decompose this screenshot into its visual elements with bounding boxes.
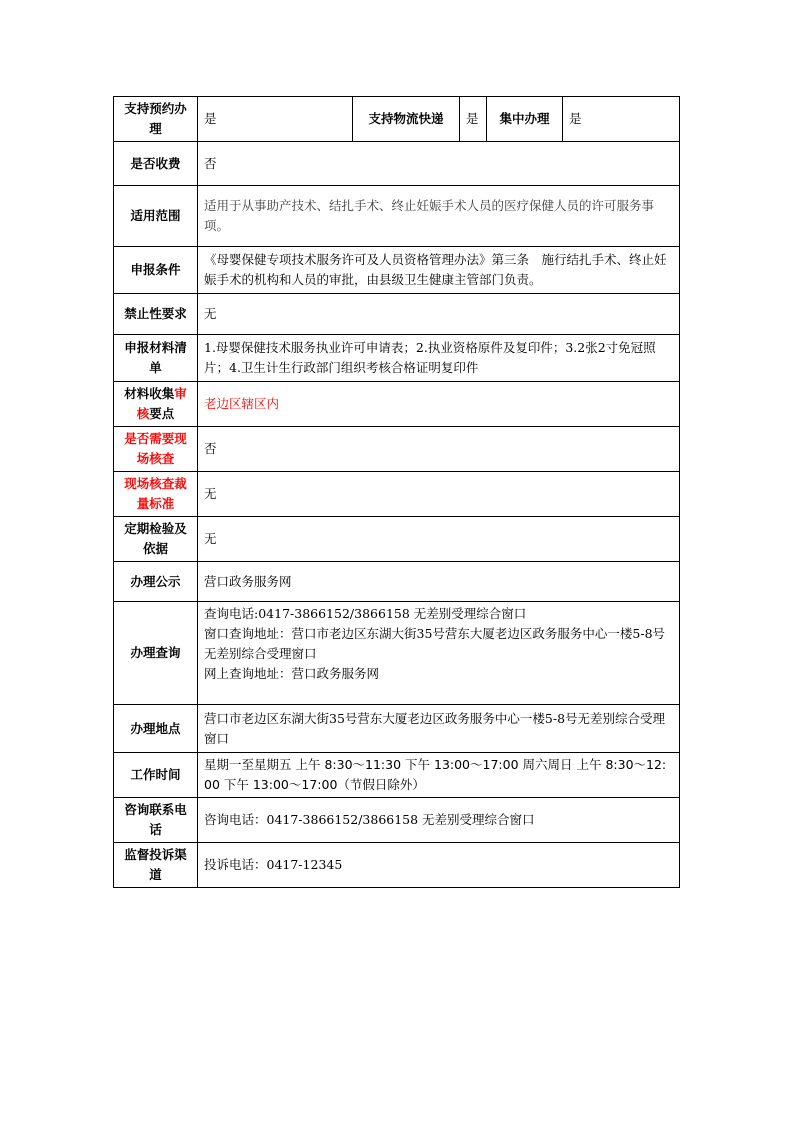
label-review-part3: 要点 <box>149 406 175 421</box>
label-logistics: 支持物流快递 <box>353 97 460 142</box>
label-review-points <box>114 382 198 427</box>
value-onsite-standard: 无 <box>198 472 680 517</box>
row-prohibited <box>114 294 680 335</box>
label-complaint: 监督投诉渠道 <box>114 843 198 888</box>
inquiry-online-address: 网上查询地址：营口政务服务网 <box>204 666 380 681</box>
label-scope: 适用范围 <box>114 186 198 247</box>
row-location <box>114 705 680 753</box>
value-inquiry <box>198 602 680 705</box>
value-conditions: 《母婴保健专项技术服务许可及人员资格管理办法》第三条 施行结扎手术、终止妊娠手术的机构和人员的审批，由县级卫生健康主管部门负责。 <box>198 247 680 294</box>
row-conditions <box>114 247 680 294</box>
row-work-hours <box>114 753 680 798</box>
value-periodic-inspection: 无 <box>198 517 680 562</box>
label-appointment: 支持预约办理 <box>114 97 198 142</box>
value-prohibited: 无 <box>198 294 680 335</box>
inquiry-phone: 查询电话:0417-3866152/3866158 无差别受理综合窗口 <box>204 606 527 621</box>
row-complaint <box>114 843 680 888</box>
value-complaint: 投诉电话：0417-12345 <box>198 843 680 888</box>
label-work-hours: 工作时间 <box>114 753 198 798</box>
row-review-points <box>114 382 680 427</box>
value-logistics: 是 <box>460 97 487 142</box>
value-centralized: 是 <box>563 97 680 142</box>
row-appointment <box>114 97 680 142</box>
label-review-part2: 审核 <box>136 386 187 421</box>
service-info-table <box>113 96 680 888</box>
row-onsite-standard <box>114 472 680 517</box>
value-fee: 否 <box>198 142 680 186</box>
row-publicity <box>114 562 680 602</box>
row-scope <box>114 186 680 247</box>
label-onsite-standard: 现场核查裁量标准 <box>114 472 198 517</box>
row-consult-phone <box>114 798 680 843</box>
value-scope: 适用于从事助产技术、结扎手术、终止妊娠手术人员的医疗保健人员的许可服务事项。 <box>198 186 680 247</box>
label-onsite-check: 是否需要现场核查 <box>114 427 198 472</box>
label-location: 办理地点 <box>114 705 198 753</box>
label-conditions: 申报条件 <box>114 247 198 294</box>
row-fee <box>114 142 680 186</box>
row-inquiry <box>114 602 680 705</box>
value-appointment: 是 <box>198 97 353 142</box>
label-inquiry: 办理查询 <box>114 602 198 705</box>
label-centralized: 集中办理 <box>487 97 563 142</box>
value-work-hours: 星期一至星期五 上午 8:30～11:30 下午 13:00～17:00 周六周日 上午 8:30～12:00 下午 13:00～17:00（节假日除外） <box>198 753 680 798</box>
value-materials: 1.母婴保健技术服务执业许可申请表；2.执业资格原件及复印件；3.2张2寸免冠照片；4.卫生计生行政部门组织考核合格证明复印件 <box>198 335 680 382</box>
value-location: 营口市老边区东湖大街35号营东大厦老边区政务服务中心一楼5-8号无差别综合受理窗口 <box>198 705 680 753</box>
row-onsite-check <box>114 427 680 472</box>
row-periodic-inspection <box>114 517 680 562</box>
value-publicity: 营口政务服务网 <box>198 562 680 602</box>
label-consult-phone: 咨询联系电话 <box>114 798 198 843</box>
inquiry-window-address: 窗口查询地址：营口市老边区东湖大街35号营东大厦老边区政务服务中心一楼5-8号无差别综合受理窗口 <box>204 626 666 661</box>
label-prohibited: 禁止性要求 <box>114 294 198 335</box>
value-consult-phone: 咨询电话：0417-3866152/3866158 无差别受理综合窗口 <box>198 798 680 843</box>
label-publicity: 办理公示 <box>114 562 198 602</box>
label-periodic-inspection: 定期检验及依据 <box>114 517 198 562</box>
label-materials: 申报材料清单 <box>114 335 198 382</box>
value-review-points: 老边区辖区内 <box>198 382 680 427</box>
label-review-part1: 材料收集 <box>124 386 175 401</box>
label-fee: 是否收费 <box>114 142 198 186</box>
value-onsite-check: 否 <box>198 427 680 472</box>
row-materials <box>114 335 680 382</box>
